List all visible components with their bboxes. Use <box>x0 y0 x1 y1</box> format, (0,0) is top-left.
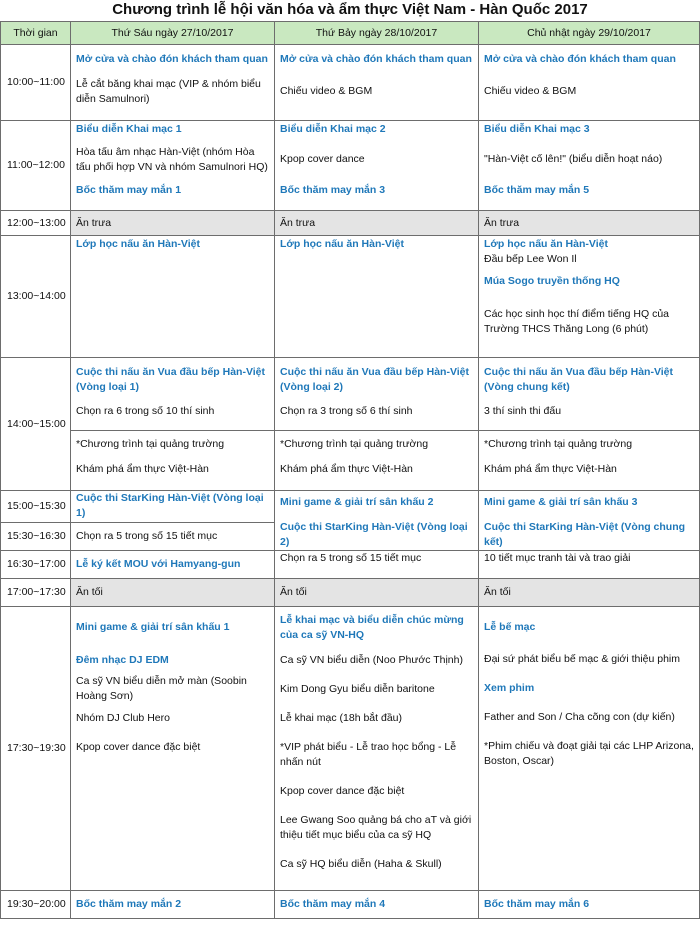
header-friday: Thứ Sáu ngày 27/10/2017 <box>71 22 275 45</box>
event-detail: Chiếu video & BGM <box>484 85 577 97</box>
time-cell: 13:00~14:00 <box>1 236 71 358</box>
event-title: Bốc thăm may mắn 2 <box>76 898 182 910</box>
table-row <box>1 121 700 211</box>
table-row <box>1 431 700 491</box>
table-row <box>1 607 700 891</box>
event-title: Cuộc thi StarKing Hàn-Việt (Vòng loại 2) <box>280 521 468 548</box>
cell-sat <box>275 431 479 491</box>
cell-sat <box>275 121 479 211</box>
event-title: Mini game & giải trí sân khấu 2 <box>280 496 434 508</box>
event-detail: Kpop cover dance đặc biệt <box>280 785 405 797</box>
event-detail: Chọn ra 5 trong số 15 tiết mục <box>76 529 218 542</box>
event-title: Mini game & giải trí sân khấu 1 <box>76 621 230 633</box>
event-detail: Hòa tấu âm nhạc Hàn-Việt (nhóm Hòa tấu phối hợp VN và nhóm Samulnori HQ) <box>76 146 268 173</box>
cell-sat <box>275 491 479 551</box>
cell-sun <box>479 607 700 891</box>
event-title: Biểu diễn Khai mạc 3 <box>484 123 590 135</box>
event-detail: Lễ cắt băng khai mạc (VIP & nhóm biểu diễn Samulnori) <box>76 78 261 105</box>
event-detail: *Phim chiếu và đoạt giải tại các LHP Arizona, Boston, Oscar) <box>484 740 694 767</box>
event-note: *Chương trình tại quảng trường <box>280 438 429 450</box>
event-detail: Đầu bếp Lee Won Il <box>484 253 577 265</box>
event-note: *Chương trình tại quảng trường <box>76 438 225 450</box>
event-detail: 3 thí sinh thi đấu <box>484 405 562 417</box>
time-cell: 10:00~11:00 <box>1 45 71 121</box>
event-detail: Đại sứ phát biểu bế mạc & giới thiệu phim <box>484 653 681 665</box>
event-title: Cuộc thi nấu ăn Vua đầu bếp Hàn-Việt (Vòng loại 1) <box>76 366 266 393</box>
event-title: Bốc thăm may mắn 1 <box>76 184 182 196</box>
event-title: Lớp học nấu ăn Hàn-Việt <box>484 238 608 250</box>
cell-sun <box>479 491 700 551</box>
event-title: Lễ ký kết MOU với Hamyang-gun <box>76 558 241 570</box>
cell-sun <box>479 551 700 579</box>
page-title: Chương trình lễ hội văn hóa và ẩm thực Việt Nam - Hàn Quốc 2017 <box>112 1 588 18</box>
header-row <box>1 22 700 45</box>
cell-sat <box>275 236 479 358</box>
event-detail: 10 tiết mục tranh tài và trao giải <box>484 552 631 564</box>
event-detail: Kim Dong Gyu biểu diễn baritone <box>280 683 435 695</box>
cell-fri <box>71 236 275 358</box>
event-title: Lớp học nấu ăn Hàn-Việt <box>280 238 404 250</box>
event-title: Cuộc thi nấu ăn Vua đầu bếp Hàn-Việt (Vòng loại 2) <box>280 366 470 393</box>
event-title: Mini game & giải trí sân khấu 3 <box>484 496 638 508</box>
event-title: Cuộc thi nấu ăn Vua đầu bếp Hàn-Việt (Vòng chung kết) <box>484 366 674 393</box>
cell-sun: Ăn tối <box>479 579 700 607</box>
event-title: Xem phim <box>484 682 535 694</box>
time-cell: 12:00~13:00 <box>1 211 71 236</box>
event-detail: Khám phá ẩm thực Việt-Hàn <box>484 463 617 475</box>
event-detail: Nhóm DJ Club Hero <box>76 712 170 724</box>
cell-sun: Ăn trưa <box>479 211 700 236</box>
event-title: Mở cửa và chào đón khách tham quan <box>76 53 268 65</box>
event-detail: Các học sinh học thí điểm tiếng HQ của Trường THCS Thăng Long (6 phút) <box>484 308 670 335</box>
event-detail: Kpop cover dance đặc biệt <box>76 741 201 753</box>
time-cell: 16:30~17:00 <box>1 551 71 579</box>
event-detail: Khám phá ẩm thực Việt-Hàn <box>76 463 209 475</box>
header-time: Thời gian <box>1 22 71 45</box>
event-detail: Khám phá ẩm thực Việt-Hàn <box>280 463 413 475</box>
event-detail: Chọn ra 6 trong số 10 thí sinh <box>76 405 215 417</box>
time-cell: 14:00~15:00 <box>1 358 71 491</box>
event-detail: Ca sỹ VN biểu diễn mở màn (Soobin Hoàng Sơn) <box>76 675 247 702</box>
event-detail: "Hàn-Việt cố lên!" (biểu diễn hoạt náo) <box>484 153 663 165</box>
table-row <box>1 491 700 523</box>
event-title: Múa Sogo truyền thống HQ <box>484 275 620 287</box>
event-detail: Chọn ra 5 trong số 15 tiết mục <box>280 552 422 564</box>
event-detail: Chiếu video & BGM <box>280 85 373 97</box>
cell-fri <box>71 607 275 891</box>
event-title: Biểu diễn Khai mạc 1 <box>76 123 182 135</box>
time-cell: 15:30~16:30 <box>1 522 71 550</box>
event-title: Lớp học nấu ăn Hàn-Việt <box>76 238 200 250</box>
header-saturday: Thứ Bảy ngày 28/10/2017 <box>275 22 479 45</box>
table-row <box>1 579 700 607</box>
cell-sat <box>275 607 479 891</box>
event-title: Bốc thăm may mắn 4 <box>280 898 386 910</box>
cell-sat: Ăn tối <box>275 579 479 607</box>
cell-fri: Ăn trưa <box>71 211 275 236</box>
cell-sun <box>479 45 700 121</box>
event-title: Cuộc thi StarKing Hàn-Việt (Vòng chung kết) <box>484 521 686 548</box>
event-title: Đêm nhạc DJ EDM <box>76 654 169 666</box>
event-title: Cuộc thi StarKing Hàn-Việt (Vòng loại 1) <box>76 492 264 520</box>
cell-fri <box>71 891 275 919</box>
cell-fri <box>71 491 275 523</box>
table-row <box>1 551 700 579</box>
cell-sun <box>479 236 700 358</box>
event-detail: Father and Son / Cha cõng con (dự kiến) <box>484 711 675 723</box>
cell-sun <box>479 358 700 431</box>
cell-fri <box>71 358 275 431</box>
cell-sat <box>275 45 479 121</box>
schedule-table <box>0 21 700 919</box>
event-detail: Ca sỹ VN biểu diễn (Noo Phước Thịnh) <box>280 654 463 666</box>
cell-sat: Ăn trưa <box>275 211 479 236</box>
cell-sat <box>275 551 479 579</box>
event-title: Lễ khai mạc và biểu diễn chúc mừng của ca sỹ VN-HQ <box>280 614 464 641</box>
event-title: Bốc thăm may mắn 5 <box>484 184 590 196</box>
cell-fri <box>71 45 275 121</box>
cell-fri <box>71 551 275 579</box>
event-detail: Lễ khai mạc (18h bắt đầu) <box>280 712 402 724</box>
time-cell: 17:30~19:30 <box>1 607 71 891</box>
cell-sat <box>275 891 479 919</box>
cell-sun <box>479 121 700 211</box>
table-row <box>1 45 700 121</box>
cell-sat <box>275 358 479 431</box>
cell-sun <box>479 431 700 491</box>
event-title: Lễ bế mạc <box>484 621 536 633</box>
time-cell: 19:30~20:00 <box>1 891 71 919</box>
table-row <box>1 211 700 236</box>
event-title: Bốc thăm may mắn 6 <box>484 898 590 910</box>
event-detail: *VIP phát biểu - Lễ trao học bổng - Lễ nhấn nút <box>280 741 457 768</box>
event-title: Biểu diễn Khai mạc 2 <box>280 123 386 135</box>
cell-sun <box>479 891 700 919</box>
cell-fri <box>71 121 275 211</box>
cell-fri: Ăn tối <box>71 579 275 607</box>
event-title: Mở cửa và chào đón khách tham quan <box>280 53 472 65</box>
event-detail: Ca sỹ HQ biểu diễn (Haha & Skull) <box>280 858 442 870</box>
table-row <box>1 236 700 358</box>
event-title: Bốc thăm may mắn 3 <box>280 184 386 196</box>
event-detail: Lee Gwang Soo quảng bá cho aT và giới thiệu tiết mục biểu của ca sỹ HQ <box>280 814 472 841</box>
event-title: Mở cửa và chào đón khách tham quan <box>484 53 676 65</box>
event-detail: Kpop cover dance <box>280 153 365 165</box>
cell-fri <box>71 522 275 550</box>
event-detail: Chọn ra 3 trong số 6 thí sinh <box>280 405 413 417</box>
time-cell: 11:00~12:00 <box>1 121 71 211</box>
event-note: *Chương trình tại quảng trường <box>484 438 633 450</box>
table-row <box>1 891 700 919</box>
header-sunday: Chủ nhật ngày 29/10/2017 <box>479 22 700 45</box>
time-cell: 15:00~15:30 <box>1 491 71 523</box>
table-row <box>1 358 700 431</box>
time-cell: 17:00~17:30 <box>1 579 71 607</box>
cell-fri <box>71 431 275 491</box>
